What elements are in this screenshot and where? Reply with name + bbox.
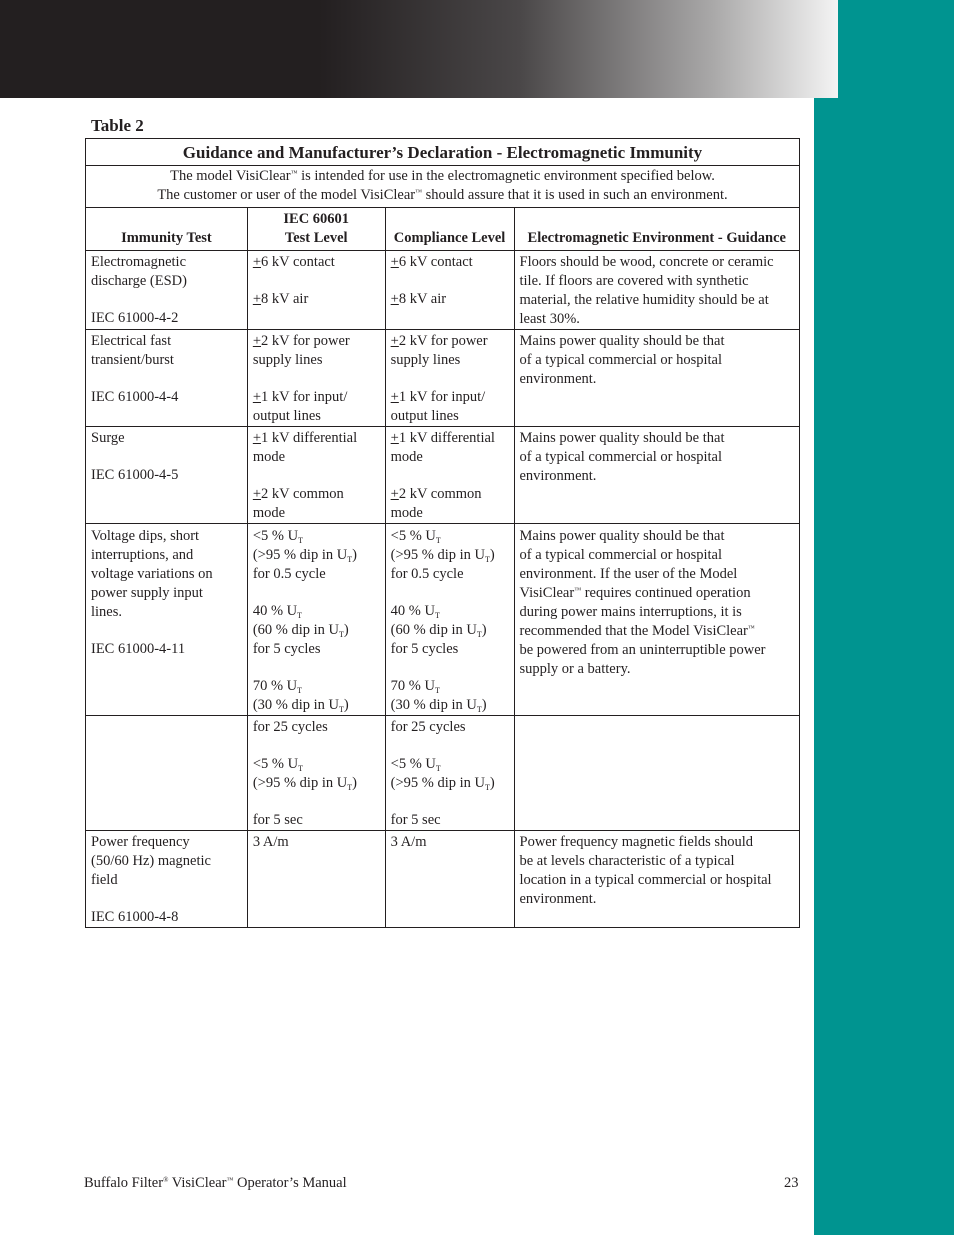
dips-cont-level-cell: for 25 cycles <5 % $U_T$ (>95 % dip in $U_T$) for 5 sec	[247, 716, 385, 831]
table-title-row	[86, 139, 800, 166]
footer-manual-title: Buffalo Filter® VisiClear™ Operator’s Manual	[84, 1175, 347, 1191]
header-guidance: Electromagnetic Environment - Guidance	[514, 208, 800, 251]
surge-compliance-cell: +1 kV differential mode +2 kV common mode	[385, 427, 514, 524]
table-header-row	[86, 208, 800, 251]
dips-guidance-cell: Mains power quality should be that of a typical commercial or hospital environment. If the user of the Model VisiClear™ requires continued operation during power mains interruptions, it is recommended that the Model VisiClear™ be powered from an uninterruptible power supply or a battery.	[514, 524, 800, 716]
emc-immunity-table	[85, 138, 800, 928]
eft-compliance-cell: +2 kV for power supply lines +1 kV for input/ output lines	[385, 330, 514, 427]
table-row	[86, 427, 800, 524]
table-intro-row	[86, 166, 800, 208]
header-gradient-bar	[0, 0, 838, 98]
magnetic-guidance-cell: Power frequency magnetic fields should be at levels characteristic of a typical location in a typical commercial or hospital environment.	[514, 831, 800, 928]
dips-test-cell: Voltage dips, short interruptions, and voltage variations on power supply input lines. IEC 61000-4-11	[86, 524, 248, 716]
dips-cont-compliance-cell: for 25 cycles <5 % $U_T$ (>95 % dip in $U_T$) for 5 sec	[385, 716, 514, 831]
table-intro: The model VisiClear™ is intended for use in the electromagnetic environment specified below. The customer or user of the model VisiClear™ should assure that it is used in such an environment.	[86, 166, 800, 208]
eft-level-cell: +2 kV for power supply lines +1 kV for input/ output lines	[247, 330, 385, 427]
magnetic-test-cell: Power frequency (50/60 Hz) magnetic field IEC 61000-4-8	[86, 831, 248, 928]
table-row	[86, 330, 800, 427]
surge-level-cell: +1 kV differential mode +2 kV common mode	[247, 427, 385, 524]
header-test-level: IEC 60601 Test Level	[247, 208, 385, 251]
magnetic-level-cell: 3 A/m	[247, 831, 385, 928]
magnetic-compliance-cell: 3 A/m	[385, 831, 514, 928]
teal-corner-block	[838, 0, 954, 98]
eft-test-cell: Electrical fast transient/burst IEC 61000-4-4	[86, 330, 248, 427]
dips-level-cell: <5 % $U_T$ (>95 % dip in $U_T$) for 0.5 cycle 40 % $U_T$ (60 % dip in $U_T$) for 5 cycles 70 % $U_T$ (30 % dip in $U_T$)	[247, 524, 385, 716]
header-compliance-level: Compliance Level	[385, 208, 514, 251]
esd-compliance-cell: +6 kV contact +8 kV air	[385, 251, 514, 330]
surge-guidance-cell: Mains power quality should be that of a typical commercial or hospital environment.	[514, 427, 800, 524]
table-label: Table 2	[91, 116, 144, 135]
table-row	[86, 251, 800, 330]
eft-guidance-cell: Mains power quality should be that of a typical commercial or hospital environment.	[514, 330, 800, 427]
esd-test-cell: Electromagnetic discharge (ESD) IEC 61000-4-2	[86, 251, 248, 330]
table-row	[86, 524, 800, 716]
teal-side-strip	[814, 98, 954, 1235]
esd-level-cell: +6 kV contact +8 kV air	[247, 251, 385, 330]
dips-compliance-cell: <5 % $U_T$ (>95 % dip in $U_T$) for 0.5 cycle 40 % $U_T$ (60 % dip in $U_T$) for 5 cycles 70 % $U_T$ (30 % dip in $U_T$)	[385, 524, 514, 716]
esd-guidance-cell: Floors should be wood, concrete or ceramic tile. If floors are covered with synthetic material, the relative humidity should be at least 30%.	[514, 251, 800, 330]
table-row	[86, 831, 800, 928]
dips-cont-test-cell	[86, 716, 248, 831]
surge-test-cell: Surge IEC 61000-4-5	[86, 427, 248, 524]
dips-cont-guidance-cell	[514, 716, 800, 831]
table-title: Guidance and Manufacturer’s Declaration - Electromagnetic Immunity	[86, 139, 800, 166]
table-row	[86, 716, 800, 831]
page-number: 23	[784, 1175, 799, 1191]
header-immunity-test: Immunity Test	[86, 208, 248, 251]
